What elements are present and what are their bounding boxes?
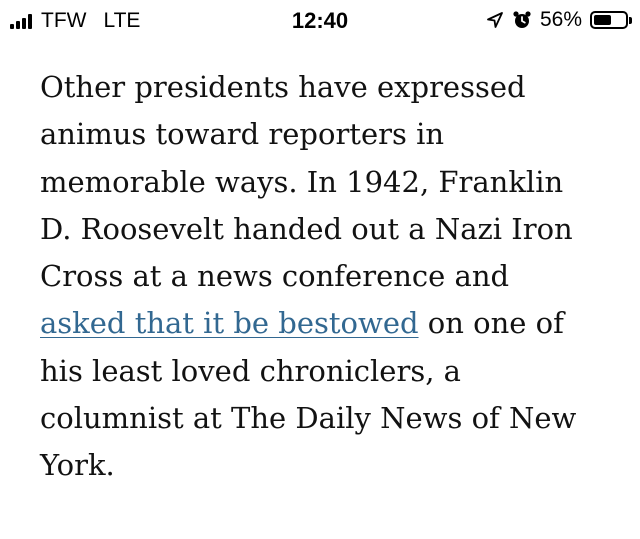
- status-time: 12:40: [291, 8, 349, 33]
- location-arrow-icon: [486, 11, 504, 29]
- article-line: Other presidents have expressed: [40, 70, 526, 104]
- article-line: D. Roosevelt handed out a Nazi Iron: [40, 211, 573, 246]
- article-line: animus toward reporters in: [40, 117, 445, 152]
- battery-icon: [590, 11, 628, 29]
- article-paragraph: [40, 64, 620, 490]
- article-line: his least loved chroniclers, a: [40, 353, 461, 388]
- article-line: columnist at The Daily News of New: [40, 401, 577, 436]
- article-inline-link[interactable]: asked that it be bestowed: [40, 306, 419, 341]
- network-label: LTE: [103, 9, 141, 32]
- article-line: memorable ways. In 1942, Franklin: [40, 164, 564, 199]
- status-bar: [0, 0, 640, 40]
- article-line: Cross at a news conference and: [40, 259, 510, 294]
- carrier-label: TFW: [41, 9, 87, 32]
- status-bar-right: [486, 8, 628, 32]
- battery-percent: 56%: [539, 8, 582, 31]
- battery-fill: [594, 15, 611, 25]
- article-line: on one of: [418, 306, 564, 341]
- alarm-clock-icon: [512, 10, 532, 30]
- article-line: York.: [40, 448, 115, 483]
